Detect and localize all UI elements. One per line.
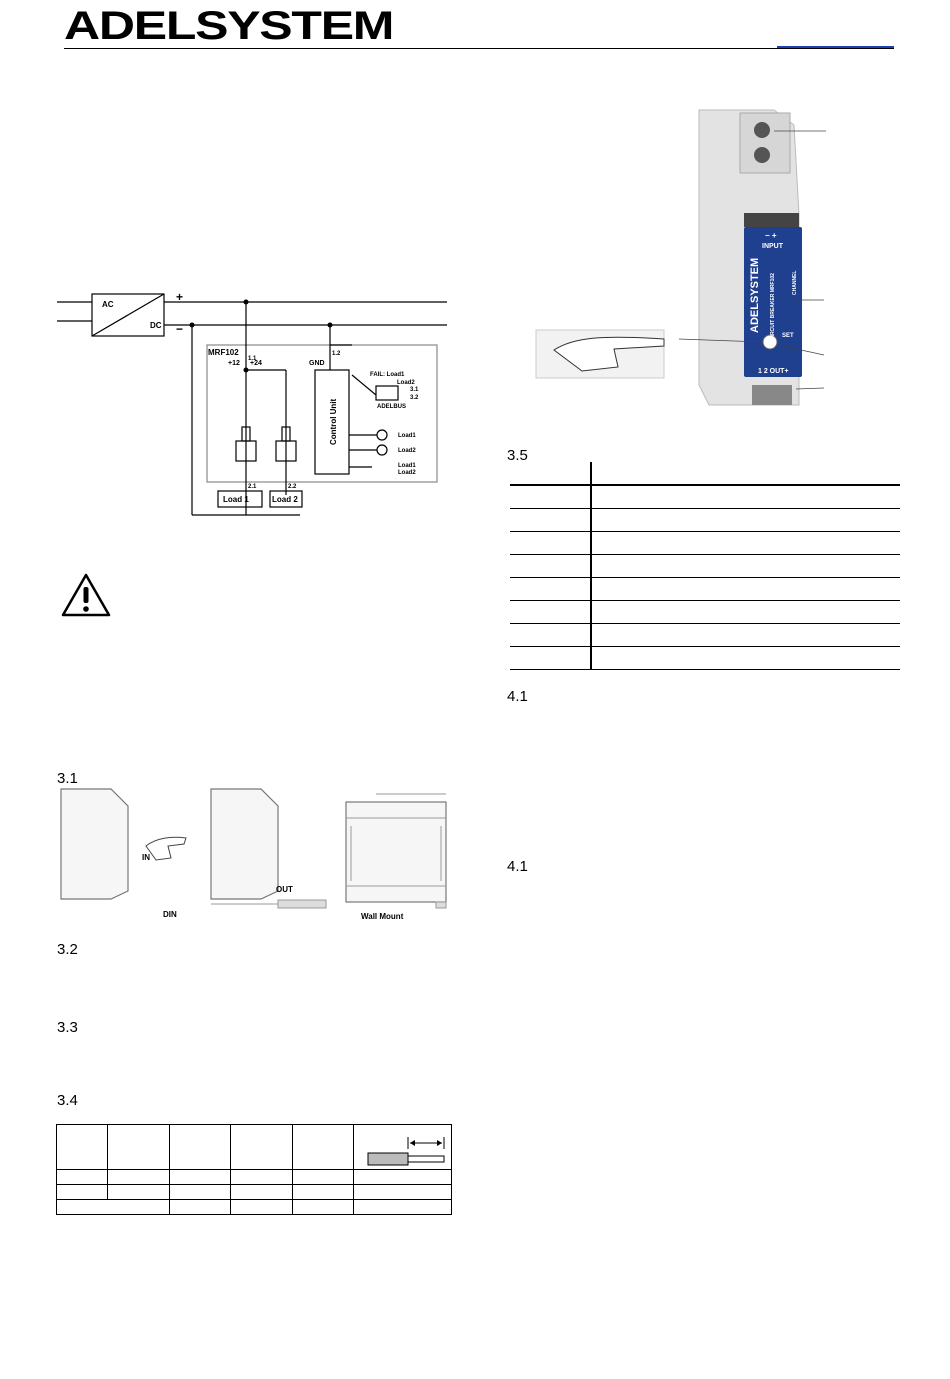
v24-label: +24 (250, 360, 262, 367)
section-3-1-heading: 3.1 (57, 770, 78, 787)
set-label: SET (782, 333, 794, 339)
section-4-1-heading: 4.1 (507, 688, 528, 705)
load1-label: Load 1 (223, 495, 249, 504)
gnd-label: GND (309, 360, 325, 367)
section-3-3-heading: 3.3 (57, 1019, 78, 1036)
wire-strip-icon (354, 1125, 450, 1169)
load2-label: Load 2 (272, 495, 298, 504)
lamp-load2-label: Load2 (398, 448, 416, 454)
product-label: CIRCUIT BREAKER MRF102 (770, 273, 776, 340)
section-3-2-heading: 3.2 (57, 941, 78, 958)
wall-mount-label: Wall Mount (361, 912, 404, 921)
in-label: IN (142, 853, 150, 862)
section-3-5-heading: 3.5 (507, 447, 528, 464)
din-label: DIN (163, 910, 177, 919)
brand-logo: ADELSYSTEM (64, 4, 394, 48)
out-label: OUT (276, 885, 293, 894)
model-label: MRF102 (208, 348, 239, 357)
warning-icon (60, 572, 112, 618)
fail-label: FAIL: Load1 (370, 372, 405, 378)
wiring-specs-table (56, 1124, 452, 1215)
minus-label: − (176, 322, 184, 336)
header-rule (64, 48, 894, 49)
t22-label: 2.2 (288, 484, 297, 490)
t31-label: 3.1 (410, 387, 419, 393)
wiring-diagram (52, 285, 452, 520)
t11-label: 1.1 (248, 356, 257, 362)
section-4-1b-heading: 4.1 (507, 858, 528, 875)
ac-label: AC (102, 300, 114, 309)
header-link[interactable] (777, 46, 894, 48)
outputs-label: 1 2 OUT+ (758, 368, 789, 375)
t12-label: 1.2 (332, 351, 341, 357)
adelbus-label: ADELBUS (377, 404, 407, 410)
in-load2-label: Load2 (398, 470, 416, 476)
polarity-label: − + (765, 231, 777, 240)
in-load1-label: Load1 (398, 463, 416, 469)
dc-label: DC (150, 321, 162, 330)
plus-label: + (176, 290, 184, 304)
control-unit-label: Control Unit (329, 398, 338, 445)
section-3-4-heading: 3.4 (57, 1092, 78, 1109)
lamp-load1-label: Load1 (398, 433, 416, 439)
v12-label: +12 (228, 360, 240, 367)
input-label: INPUT (762, 243, 783, 250)
t32-label: 3.2 (410, 395, 419, 401)
fail-load2-label: Load2 (397, 380, 415, 386)
t21-label: 2.1 (248, 484, 257, 490)
device-photo (534, 105, 834, 415)
specs-table-3-5 (510, 462, 900, 670)
mounting-figure (56, 786, 451, 922)
device-brand-label: ADELSYSTEM (749, 257, 761, 333)
channel-label: CHANNEL (792, 270, 798, 295)
